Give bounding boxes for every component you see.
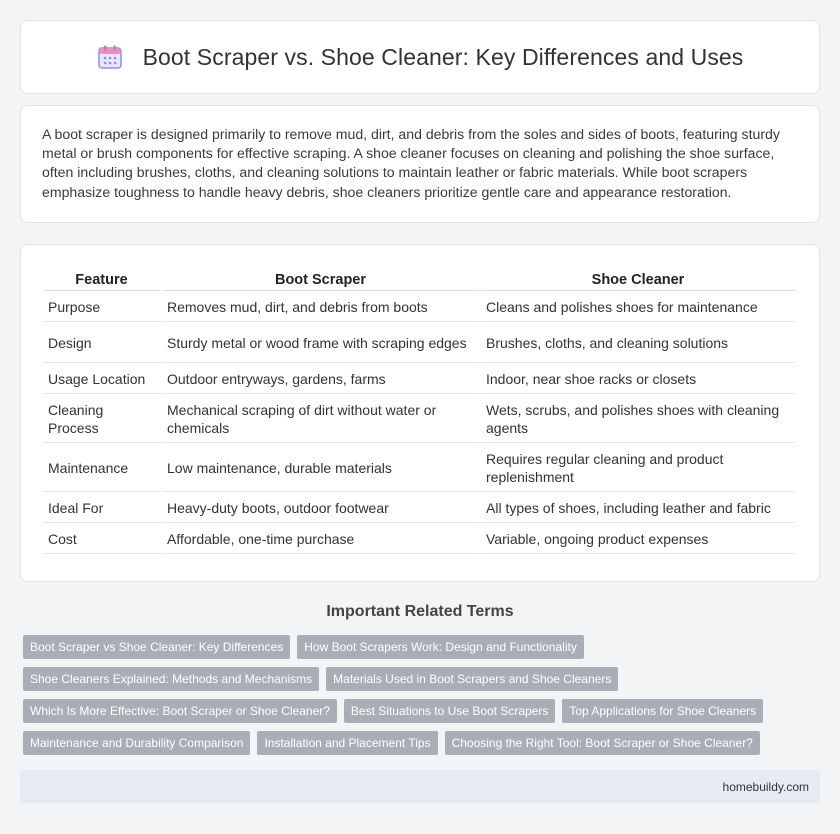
row-shoe-cleaner-cell: Brushes, cloths, and cleaning solutions [481,324,795,363]
tag-row [23,635,823,659]
intro-card [20,105,820,223]
row-boot-scraper-cell: Low maintenance, durable materials [162,445,479,492]
row-feature-cell: Design [43,324,160,363]
row-feature-cell: Cost [43,525,160,554]
table-row [43,445,795,492]
row-feature-cell: Usage Location [43,365,160,394]
tag-row [23,731,823,755]
header-shoe-cleaner: Shoe Cleaner [481,269,795,291]
title-wrap [21,21,819,93]
footer-site-name[interactable]: homebuildy.com [722,779,809,794]
row-feature-cell: Maintenance [43,445,160,492]
row-boot-scraper-cell: Mechanical scraping of dirt without water or chemicals [162,396,479,443]
related-term-link[interactable]: Installation and Placement Tips [257,731,437,755]
related-term-link[interactable]: Boot Scraper vs Shoe Cleaner: Key Differences [23,635,290,659]
page-title: Boot Scraper vs. Shoe Cleaner: Key Differences and Uses [142,43,744,70]
table-row [43,324,795,363]
table-header-row [43,269,795,291]
row-feature-cell: Cleaning Process [43,396,160,443]
comparison-card [20,244,820,582]
row-boot-scraper-cell: Outdoor entryways, gardens, farms [162,365,479,394]
related-term-link[interactable]: Best Situations to Use Boot Scrapers [344,699,555,723]
comparison-table [41,267,797,556]
related-term-link[interactable]: How Boot Scrapers Work: Design and Functionality [297,635,584,659]
table-row [43,396,795,443]
related-term-link[interactable]: Maintenance and Durability Comparison [23,731,250,755]
row-feature-cell: Ideal For [43,494,160,523]
related-term-link[interactable]: Top Applications for Shoe Cleaners [562,699,763,723]
related-terms-list [23,635,823,763]
tag-row [23,699,823,723]
row-boot-scraper-cell: Sturdy metal or wood frame with scraping edges [162,324,479,363]
table-row [43,494,795,523]
row-shoe-cleaner-cell: Requires regular cleaning and product replenishment [481,445,795,492]
row-boot-scraper-cell: Affordable, one-time purchase [162,525,479,554]
table-row [43,525,795,554]
related-term-link[interactable]: Materials Used in Boot Scrapers and Shoe Cleaners [326,667,618,691]
header-boot-scraper: Boot Scraper [162,269,479,291]
header-feature: Feature [43,269,160,291]
table-row [43,365,795,394]
related-term-link[interactable]: Which Is More Effective: Boot Scraper or Shoe Cleaner? [23,699,337,723]
row-boot-scraper-cell: Heavy-duty boots, outdoor footwear [162,494,479,523]
related-term-link[interactable]: Choosing the Right Tool: Boot Scraper or Shoe Cleaner? [445,731,760,755]
title-card [20,20,820,94]
table-row [43,293,795,322]
row-feature-cell: Purpose [43,293,160,322]
row-shoe-cleaner-cell: Indoor, near shoe racks or closets [481,365,795,394]
row-shoe-cleaner-cell: Cleans and polishes shoes for maintenance [481,293,795,322]
footer [20,770,820,803]
row-shoe-cleaner-cell: All types of shoes, including leather and fabric [481,494,795,523]
tag-row [23,667,823,691]
related-terms-title: Important Related Terms [326,603,514,620]
related-term-link[interactable]: Shoe Cleaners Explained: Methods and Mechanisms [23,667,319,691]
row-shoe-cleaner-cell: Variable, ongoing product expenses [481,525,795,554]
row-shoe-cleaner-cell: Wets, scrubs, and polishes shoes with cleaning agents [481,396,795,443]
intro-text: A boot scraper is designed primarily to remove mud, dirt, and debris from the soles and sides of boots, featuring sturdy metal or brush components for effective scraping. A shoe cleaner focuses on cleaning and polishing the shoe surface, often including brushes, cloths, and cleaning solutions to maintain leather or fabric materials. While boot scrapers emphasize toughness to handle heavy debris, shoe cleaners prioritize gentle care and appearance restoration. [42,126,780,200]
row-boot-scraper-cell: Removes mud, dirt, and debris from boots [162,293,479,322]
calendar-icon [97,44,123,70]
